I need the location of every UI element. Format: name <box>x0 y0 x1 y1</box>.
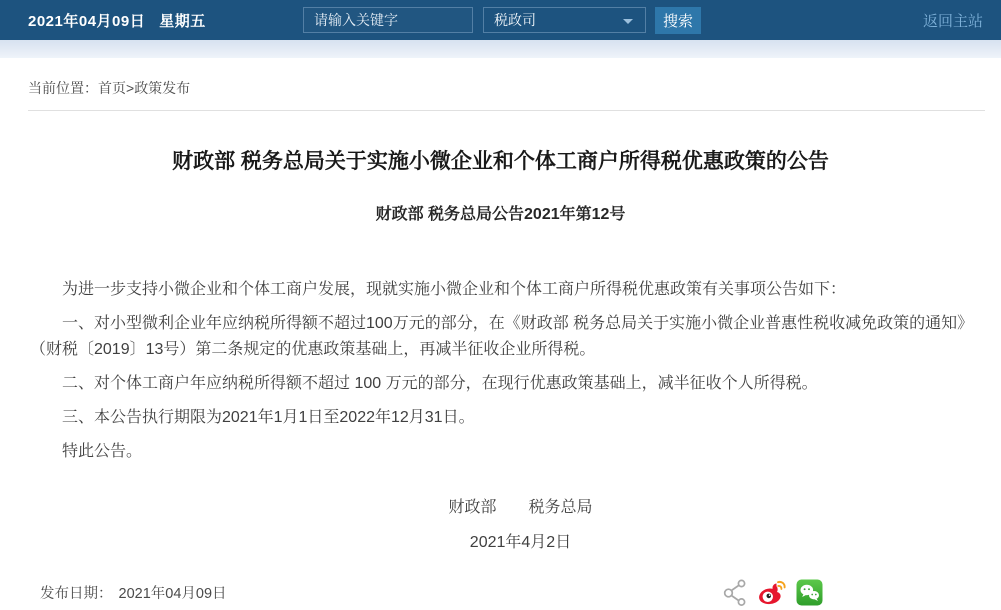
wechat-icon[interactable] <box>796 579 823 606</box>
paragraph: 三、本公告执行期限为2021年1月1日至2022年12月31日。 <box>62 409 475 426</box>
topbar <box>0 0 1001 40</box>
paragraph: 特此公告。 <box>62 443 143 460</box>
signature-block <box>0 495 1001 556</box>
chevron-down-icon <box>623 19 633 24</box>
breadcrumb-separator: > <box>126 80 135 96</box>
signature-date: 2021年4月2日 <box>469 534 572 551</box>
signature-agencies: 财政部 税务总局 <box>448 499 593 516</box>
footer <box>0 578 1001 606</box>
paragraph: 为进一步支持小微企业和个体工商户发展，现就实施小微企业和个体工商户所得税优惠政策有关事项公告如下： <box>62 281 847 298</box>
share-nodes-icon[interactable] <box>723 578 748 606</box>
return-home-link[interactable]: 返回主站 <box>922 12 983 30</box>
breadcrumb <box>28 58 985 111</box>
paragraph: 一、对小型微利企业年应纳税所得额不超过100万元的部分，在《财政部 税务总局关于实施小微企业普惠性税收减免政策的通知》（财税〔2019〕13号）第二条规定的优惠政策基础上，再减半征收企业所得税。 <box>30 315 966 358</box>
search-input[interactable] <box>303 7 473 33</box>
main-content <box>0 58 1001 610</box>
article-doc-number: 财政部 税务总局公告2021年第12号 <box>375 206 626 223</box>
paragraph: 二、对个体工商户年应纳税所得额不超过 100 万元的部分，在现行优惠政策基础上，减半征收个人所得税。 <box>62 375 818 392</box>
publish-date-row <box>40 582 227 603</box>
department-select[interactable] <box>483 7 646 33</box>
breadcrumb-current-link[interactable]: 政策发布 <box>134 80 191 96</box>
article-body <box>30 277 971 465</box>
weibo-icon[interactable] <box>757 579 787 606</box>
publish-date-value: 2021年04月09日 <box>118 585 227 602</box>
search-button[interactable]: 搜索 <box>655 7 701 34</box>
publish-date-label: 发布日期： <box>40 585 113 602</box>
breadcrumb-home-link[interactable]: 首页 <box>98 80 126 96</box>
weekday-text: 星期五 <box>159 12 206 30</box>
article-title: 财政部 税务总局关于实施小微企业和个体工商户所得税优惠政策的公告 <box>172 150 829 173</box>
current-date <box>28 0 206 40</box>
share-icon-group <box>723 578 823 606</box>
header-banner-strip <box>0 40 1001 58</box>
department-select-value: 税政司 <box>494 12 536 28</box>
date-text: 2021年04月09日 <box>28 12 146 30</box>
breadcrumb-label: 当前位置： <box>28 80 98 96</box>
